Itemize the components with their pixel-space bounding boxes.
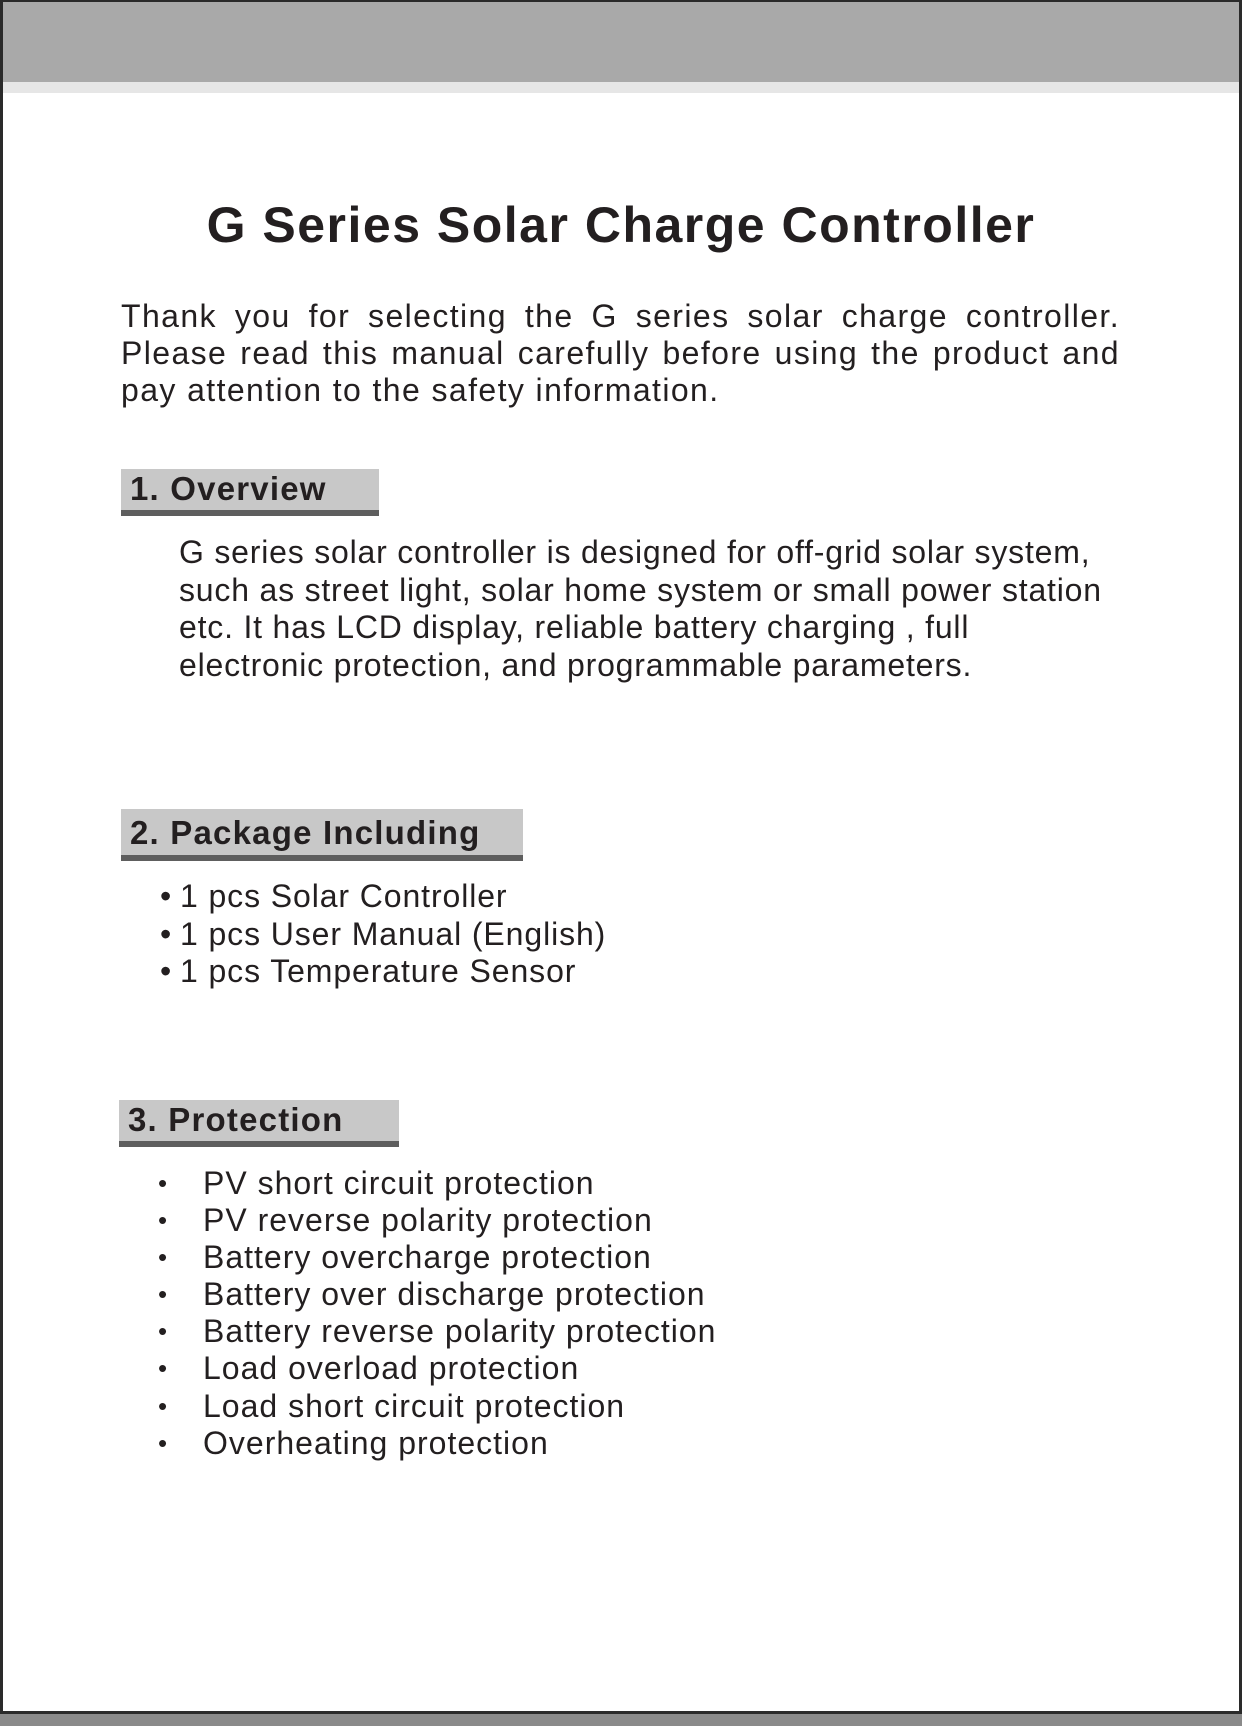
list-item: • 1 pcs User Manual (English) [160,915,607,952]
list-item: • Load short circuit protection [158,1387,626,1424]
section-heading-package: 2. Package Including [121,809,523,861]
page-title: G Series Solar Charge Controller [206,197,1036,253]
overview-paragraph: G series solar controller is designed for off-grid solar system, such as street light, solar home system or small power station etc. It has LCD display, reliable battery charging , full electronic protection, and programmable parameters. [179,534,1102,683]
bullet-icon: • [160,878,173,914]
list-item: • 1 pcs Temperature Sensor [160,953,577,989]
header-band-shadow [3,82,1239,93]
package-list [160,878,606,991]
list-item: • Load overload protection [158,1350,580,1387]
bullet-icon: • [158,1168,169,1198]
bullet-icon: • [158,1242,169,1273]
bullet-icon: • [158,1205,169,1236]
bullet-icon: • [158,1390,169,1421]
section-heading-overview: 1. Overview [121,469,379,516]
list-item: • Battery overcharge protection [158,1239,652,1276]
intro-paragraph: Thank you for selecting the G series solar charge controller. Please read this manual carefully before using the product and pay attention to the safety information. [121,298,1120,408]
list-item: • Battery reverse polarity protection [158,1313,717,1350]
bullet-icon: • [158,1353,169,1384]
list-item: • Battery over discharge protection [158,1276,706,1313]
list-item: • PV short circuit protection [158,1165,595,1201]
header-band [3,2,1239,82]
bullet-icon: • [158,1279,169,1310]
section-heading-protection: 3. Protection [119,1100,399,1147]
bullet-icon: • [160,915,173,952]
bullet-icon: • [160,953,173,989]
bullet-icon: • [158,1316,169,1347]
footer-band [0,1711,1242,1726]
list-item: • 1 pcs Solar Controller [160,878,508,914]
list-item: • Overheating protection [158,1424,549,1461]
list-item: • PV reverse polarity protection [158,1202,653,1239]
protection-list [158,1165,716,1462]
bullet-icon: • [158,1427,169,1458]
